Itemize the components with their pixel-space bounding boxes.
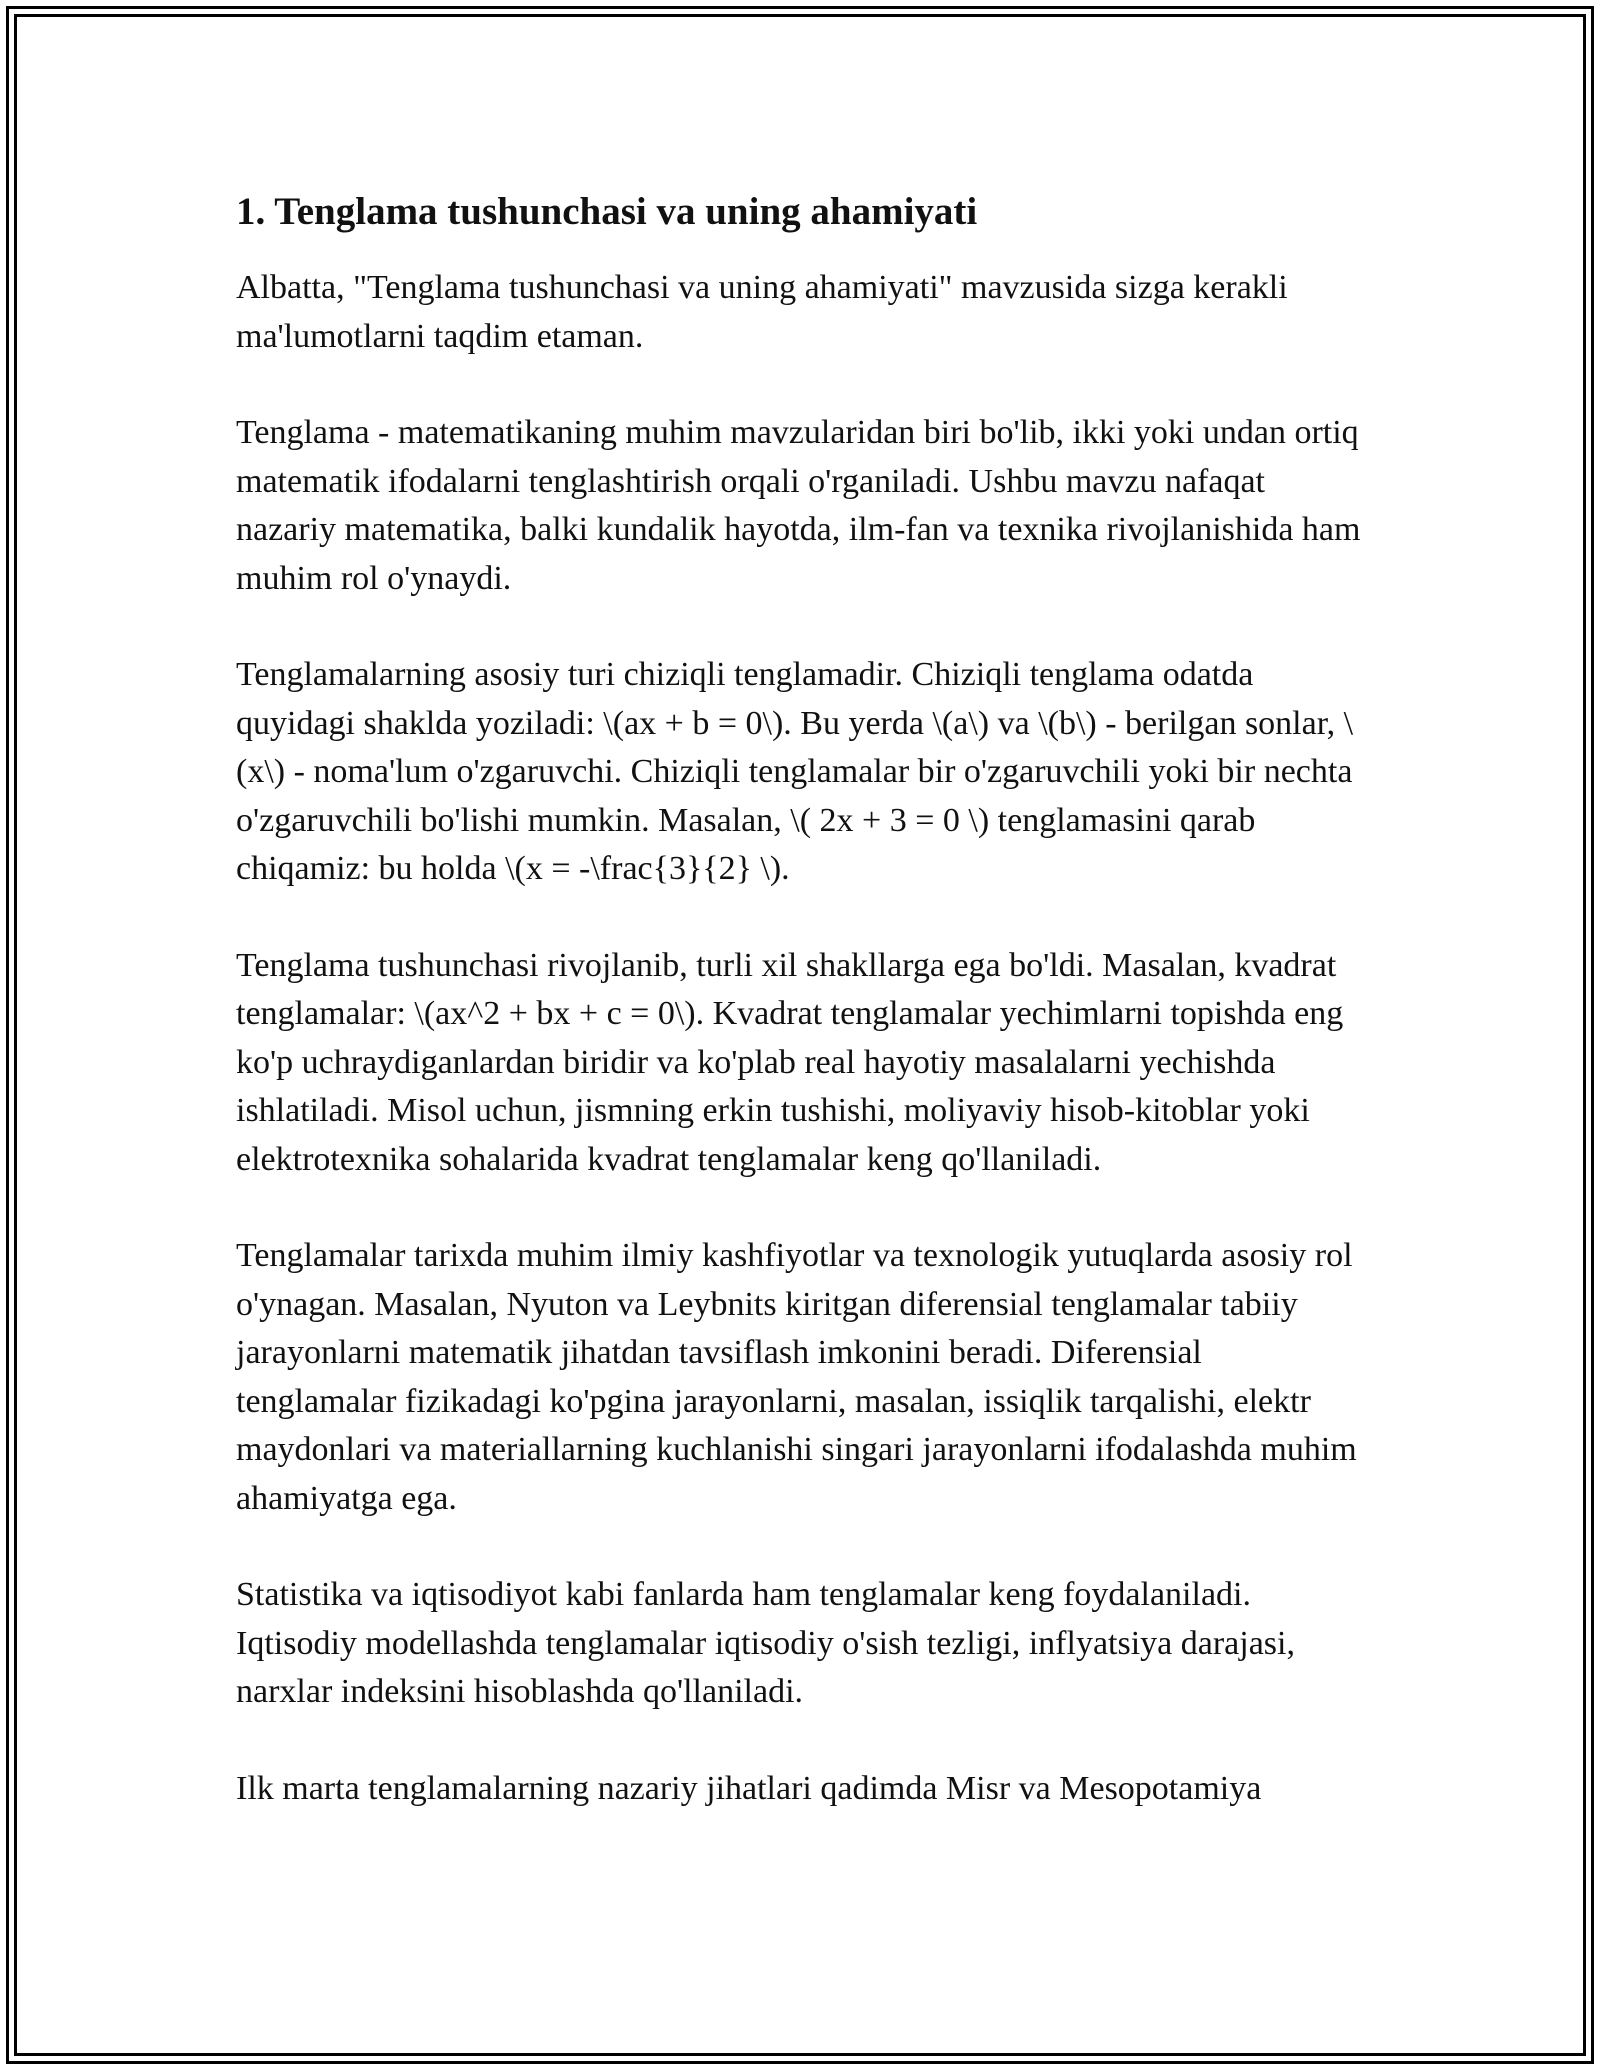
paragraph-linear-equations: Tenglamalarning asosiy turi chiziqli tenglamadir. Chiziqli tenglama odatda quyidagi shaklda yoziladi: \(ax + b = 0\). Bu yerda \(a\) va \(b\) - berilgan sonlar, \(x\) - noma'lum o'zgaruvchi. Chiziqli tenglamalar bir o'zgaruvchili yoki bir nechta o'zgaruvchili bo'lishi mumkin. Masalan, \( 2x + 3 = 0 \) tenglamasini qarab chiqamiz: bu holda \(x = -\frac{3}{2} \). xyxy=(236,656,1354,887)
paragraph-intro: Albatta, "Tenglama tushunchasi va uning ahamiyati" mavzusida sizga kerakli ma'lumotlarni taqdim etaman. xyxy=(236,269,1288,355)
paragraph-history: Tenglamalar tarixda muhim ilmiy kashfiyotlar va texnologik yutuqlarda asosiy rol o'ynagan. Masalan, Nyuton va Leybnits kiritgan diferensial tenglamalar tabiiy jarayonlarni matematik jihatdan tavsiflash imkonini beradi. Diferensial tenglamalar fizikadagi ko'pgina jarayonlarni, masalan, issiqlik tarqalishi, elektr maydonlari va materiallarning kuchlanishi singari jarayonlarni ifodalashda muhim ahamiyatga ega. xyxy=(236,1237,1357,1517)
document-body xyxy=(236,186,1366,1861)
paragraph-ancient-origins: Ilk marta tenglamalarning nazariy jihatlari qadimda Misr va Mesopotamiya xyxy=(236,1769,1262,1807)
paragraph-economics: Statistika va iqtisodiyot kabi fanlarda ham tenglamalar keng foydalaniladi. Iqtisodiy modellashda tenglamalar iqtisodiy o'sish tezligi, inflyatsiya darajasi, narxlar indeksini hisoblashda qo'llaniladi. xyxy=(236,1576,1295,1710)
section-heading: 1. Tenglama tushunchasi va uning ahamiyati xyxy=(236,190,978,233)
paragraph-definition: Tenglama - matematikaning muhim mavzularidan biri bo'lib, ikki yoki undan ortiq matematik ifodalarni tenglashtirish orqali o'rganiladi. Ushbu mavzu nafaqat nazariy matematika, balki kundalik hayotda, ilm-fan va texnika rivojlanishida ham muhim rol o'ynaydi. xyxy=(236,414,1361,597)
paragraph-quadratic-equations: Tenglama tushunchasi rivojlanib, turli xil shakllarga ega bo'ldi. Masalan, kvadrat tenglamalar: \(ax^2 + bx + c = 0\). Kvadrat tenglamalar yechimlarni topishda eng ko'p uchraydiganlardan biridir va ko'plab real hayotiy masalalarni yechishda ishlatiladi. Misol uchun, jismning erkin tushishi, moliyaviy hisob-kitoblar yoki elektrotexnika sohalarida kvadrat tenglamalar keng qo'llaniladi. xyxy=(236,946,1344,1178)
